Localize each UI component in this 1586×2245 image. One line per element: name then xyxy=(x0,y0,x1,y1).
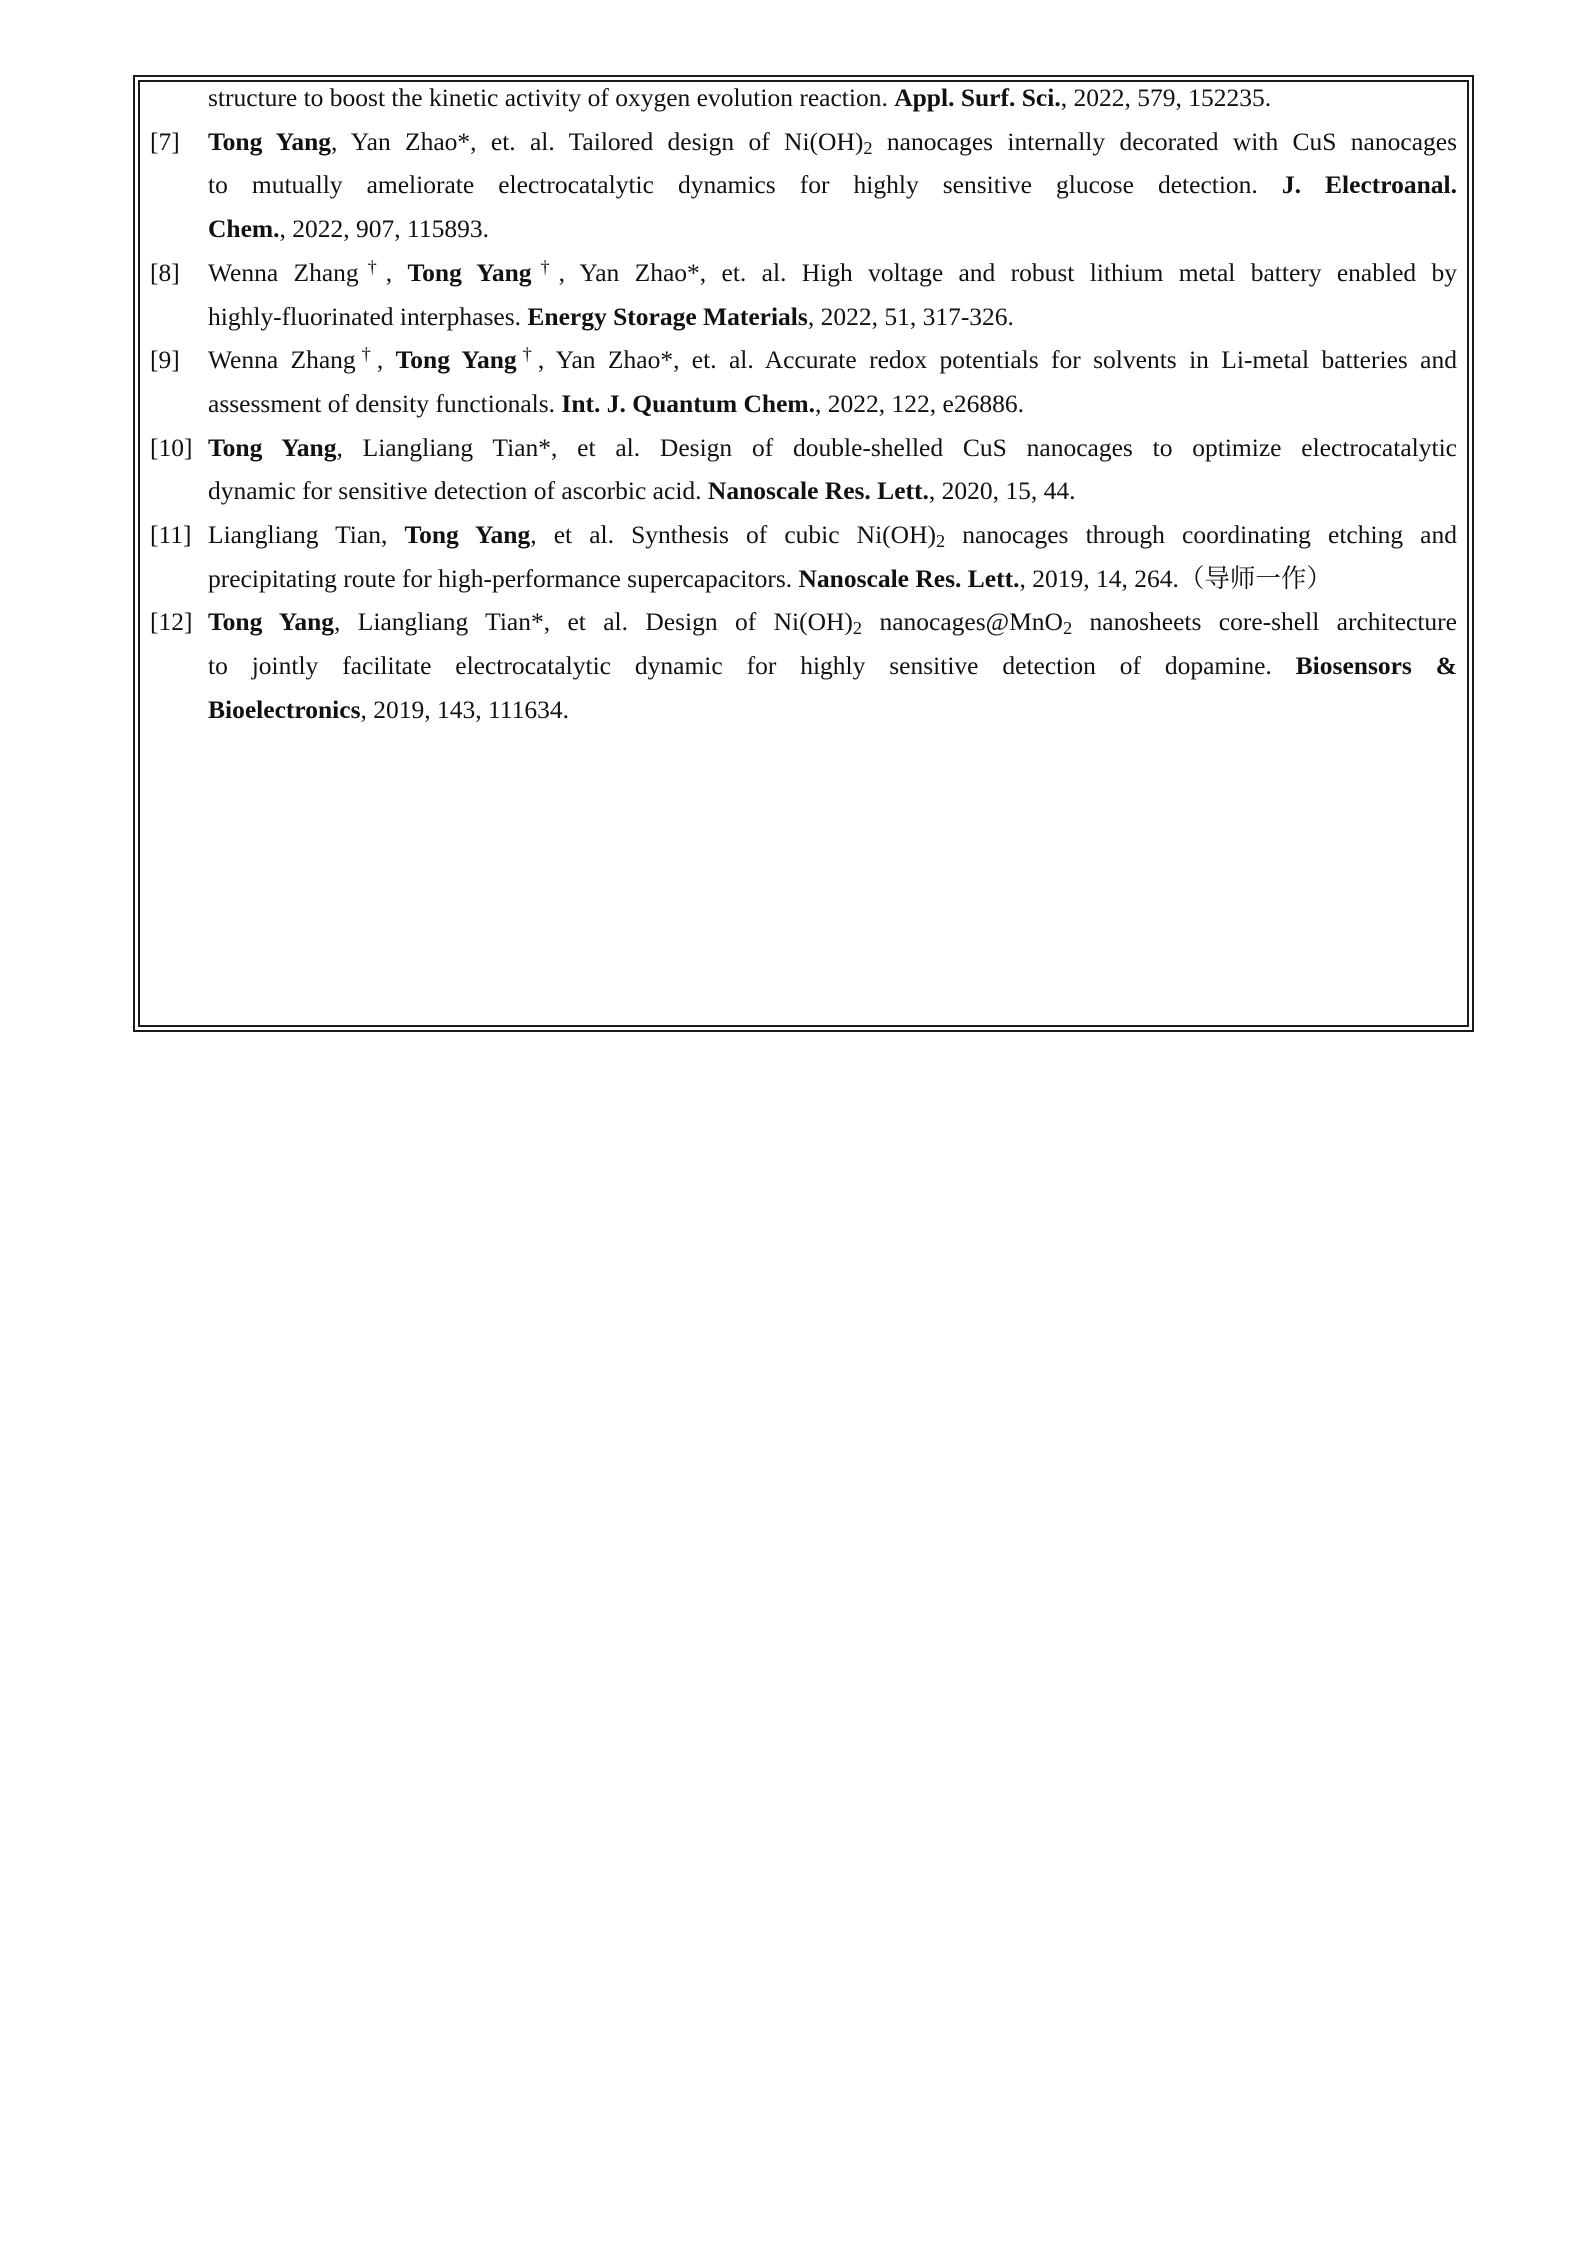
text-run: , xyxy=(385,257,408,287)
text-run: , Yan Zhao*, et. al. Tailored design of Ni(OH) xyxy=(331,126,864,156)
text-run: , Liangliang Tian*, et al. Design of double-shelled CuS nanocages to optimize electrocatalytic xyxy=(336,432,1457,462)
reference-line xyxy=(150,209,1457,249)
bold-text: Chem. xyxy=(208,214,280,244)
text-run: assessment of density functionals. xyxy=(208,388,562,418)
bold-text: Tong Yang xyxy=(407,257,532,287)
text-run: , Yan Zhao*, et. al. High voltage and robust lithium metal battery enabled by xyxy=(558,257,1457,287)
text-run: , 2022, 122, e26886. xyxy=(815,388,1024,418)
reference-line xyxy=(150,471,1457,511)
bold-text: Int. J. Quantum Chem. xyxy=(561,388,816,418)
bold-text: Tong Yang xyxy=(404,520,531,549)
reference-line xyxy=(150,428,1457,468)
subscript: 2 xyxy=(1062,618,1073,639)
reference-line xyxy=(150,165,1457,205)
reference-text xyxy=(208,297,1457,337)
text-run: , Liangliang Tian*, et al. Design of Ni(OH) xyxy=(334,607,853,637)
reference-number: [10] xyxy=(150,432,193,462)
reference-number: [12] xyxy=(150,607,193,637)
text-run: to jointly facilitate electrocatalytic dynamic for highly sensitive detection of dopamine. xyxy=(208,651,1296,681)
text-run: Liangliang Tian, xyxy=(208,520,405,549)
subscript: 2 xyxy=(935,531,946,552)
text-run: structure to boost the kinetic activity of oxygen evolution reaction. xyxy=(208,83,895,112)
bold-text: Nanoscale Res. Lett. xyxy=(798,563,1020,593)
reference-text xyxy=(208,602,1457,642)
bold-text: Nanoscale Res. Lett. xyxy=(707,476,929,506)
text-run: Wenna Zhang xyxy=(208,257,359,287)
reference-line xyxy=(150,559,1457,599)
bold-text: J. Electroanal. xyxy=(1281,170,1457,200)
text-run: nanocages@MnO xyxy=(862,607,1063,637)
reference-text xyxy=(208,515,1457,555)
text-run: , 2019, 143, 111634. xyxy=(360,694,569,724)
reference-text xyxy=(208,384,1457,424)
reference-text xyxy=(208,78,1457,118)
text-run: , 2019, 14, 264.（导师一作） xyxy=(1019,563,1332,593)
reference-number: [7] xyxy=(150,126,180,156)
bold-text: Biosensors & xyxy=(1295,651,1457,681)
text-run: dynamic for sensitive detection of ascorbic acid. xyxy=(208,476,708,506)
text-run: , 2020, 15, 44. xyxy=(928,476,1076,506)
bold-text: Tong Yang xyxy=(208,432,337,462)
reference-line xyxy=(150,515,1457,555)
reference-text xyxy=(208,340,1457,380)
reference-text xyxy=(208,428,1457,468)
reference-line xyxy=(150,384,1457,424)
bold-text: Appl. Surf. Sci. xyxy=(894,83,1061,112)
reference-text xyxy=(208,165,1457,205)
reference-text xyxy=(208,471,1457,511)
text-run: nanosheets core-shell architecture xyxy=(1072,607,1457,637)
bold-text: Tong Yang xyxy=(208,126,332,156)
text-run: , et al. Synthesis of cubic Ni(OH) xyxy=(530,520,936,549)
reference-text xyxy=(208,122,1457,162)
text-run: , xyxy=(376,345,396,375)
reference-line xyxy=(150,78,1457,118)
reference-line xyxy=(150,690,1457,730)
bold-text: Tong Yang xyxy=(208,607,335,637)
text-run: , 2022, 51, 317-326. xyxy=(807,301,1014,331)
subscript: 2 xyxy=(863,137,873,158)
reference-line xyxy=(150,646,1457,686)
text-run: , Yan Zhao*, et. al. Accurate redox potentials for solvents in Li-metal batteries and xyxy=(537,345,1457,375)
bold-text: Tong Yang xyxy=(395,345,517,375)
reference-text xyxy=(208,559,1457,599)
text-run: highly-fluorinated interphases. xyxy=(208,301,528,331)
text-run: , 2022, 907, 115893. xyxy=(279,214,489,244)
superscript: † xyxy=(531,256,559,277)
reference-number: [9] xyxy=(150,345,180,375)
text-run: to mutually ameliorate electrocatalytic dynamics for highly sensitive glucose detection. xyxy=(208,170,1282,200)
reference-text xyxy=(208,690,1457,730)
superscript: † xyxy=(358,256,386,277)
superscript: † xyxy=(355,343,377,364)
reference-text xyxy=(208,209,1457,249)
reference-line xyxy=(150,253,1457,293)
text-run: nanocages internally decorated with CuS nanocages xyxy=(872,126,1457,156)
bold-text: Bioelectronics xyxy=(208,694,361,724)
subscript: 2 xyxy=(852,618,863,639)
reference-line xyxy=(150,297,1457,337)
reference-line xyxy=(150,340,1457,380)
text-run: Wenna Zhang xyxy=(208,345,356,375)
text-run: , 2022, 579, 152235. xyxy=(1060,83,1272,112)
reference-line xyxy=(150,122,1457,162)
superscript: † xyxy=(516,343,538,364)
text-run: precipitating route for high-performance supercapacitors. xyxy=(208,563,799,593)
reference-number: [11] xyxy=(150,520,192,549)
reference-text xyxy=(208,253,1457,293)
reference-number: [8] xyxy=(150,257,180,287)
reference-text xyxy=(208,646,1457,686)
reference-line xyxy=(150,602,1457,642)
bold-text: Energy Storage Materials xyxy=(527,301,808,331)
text-run: nanocages through coordinating etching and xyxy=(945,520,1457,549)
